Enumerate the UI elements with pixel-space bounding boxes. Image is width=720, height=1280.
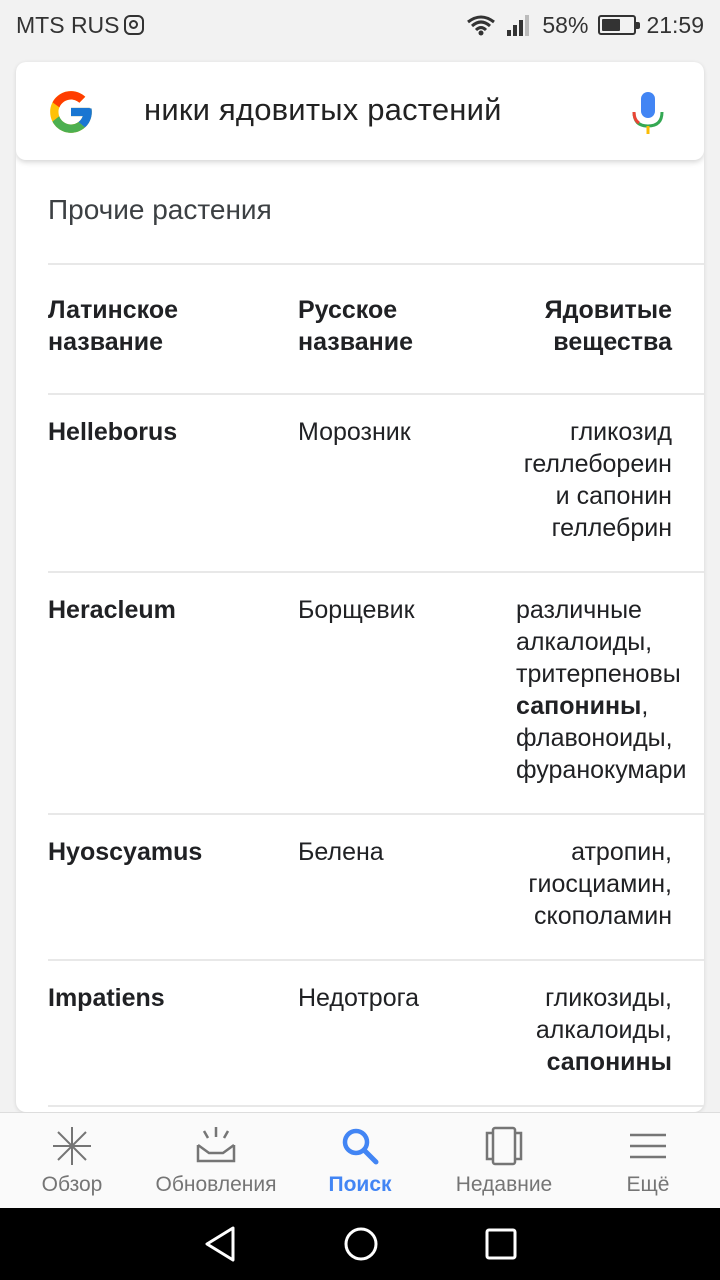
substances-highlight: сапонины (546, 1048, 672, 1076)
menu-icon (627, 1125, 669, 1167)
search-bar[interactable] (16, 62, 704, 160)
header-poisonous-substances: Ядовитые вещества (544, 296, 672, 356)
recent-apps-icon[interactable] (485, 1228, 517, 1260)
google-logo-icon (46, 87, 96, 137)
substances-highlight: сапонины (516, 692, 642, 720)
instagram-notification-icon (124, 15, 144, 35)
carrier-name: MTS RUS (16, 11, 120, 38)
search-icon (339, 1125, 381, 1167)
nav-label: Обзор (41, 1172, 103, 1196)
nav-label: Недавние (455, 1172, 553, 1196)
divider (48, 571, 704, 573)
explore-sparkle-icon (51, 1125, 93, 1167)
divider (48, 813, 704, 815)
nav-item-updates[interactable] (149, 1125, 283, 1197)
nav-item-recent[interactable] (437, 1125, 571, 1197)
recent-cards-icon (483, 1125, 525, 1167)
nav-item-more[interactable] (581, 1125, 715, 1197)
section-title: Прочие растения (48, 194, 272, 225)
cell-russian-name: Борщевик (298, 596, 415, 624)
cell-substances: атропин, гиосциамин, скополамин (528, 838, 672, 930)
results-card (16, 62, 704, 1112)
cell-russian-name: Недотрога (298, 984, 420, 1012)
cell-russian-name: Белена (298, 838, 384, 866)
signal-icon (506, 14, 532, 36)
home-icon[interactable] (343, 1226, 379, 1262)
header-latin-name: Латинское название (48, 296, 179, 356)
cell-latin-name: Helleborus (48, 418, 178, 446)
cell-latin-name: Heracleum (48, 596, 176, 624)
bottom-navigation (0, 1112, 720, 1208)
microphone-icon[interactable] (630, 90, 666, 136)
cell-substances (516, 594, 704, 786)
substances-text: гликозиды, алкалоиды, (535, 984, 672, 1044)
cell-latin-name: Impatiens (48, 984, 165, 1012)
system-navigation-bar (0, 1208, 720, 1280)
divider (48, 1105, 704, 1107)
cell-latin-name: Hyoscyamus (48, 838, 203, 866)
cell-substances (486, 982, 672, 1078)
search-query[interactable]: ники ядовитых растений (144, 92, 502, 127)
divider (48, 959, 704, 961)
substances-text: , флавоноиды, фуранокумари (516, 692, 687, 784)
header-russian-name: Русское название (298, 296, 414, 356)
nav-label: Поиск (328, 1172, 392, 1196)
nav-item-search[interactable] (293, 1125, 427, 1197)
substances-text: различные алкалоиды, тритерпеновы (516, 596, 681, 688)
nav-label: Ещё (626, 1172, 670, 1196)
cell-substances: гликозид геллебореин и сапонин геллебрин (523, 418, 672, 542)
nav-label: Обновления (155, 1172, 277, 1196)
cell-russian-name: Морозник (298, 418, 411, 446)
battery-percent: 58% (542, 11, 589, 38)
back-icon[interactable] (203, 1225, 237, 1263)
wifi-icon (466, 14, 496, 36)
status-bar (0, 0, 720, 50)
battery-icon (598, 15, 636, 35)
divider (48, 393, 704, 395)
nav-item-overview[interactable] (5, 1125, 139, 1197)
updates-tray-icon (195, 1125, 237, 1167)
clock: 21:59 (646, 11, 704, 38)
divider (48, 263, 704, 265)
